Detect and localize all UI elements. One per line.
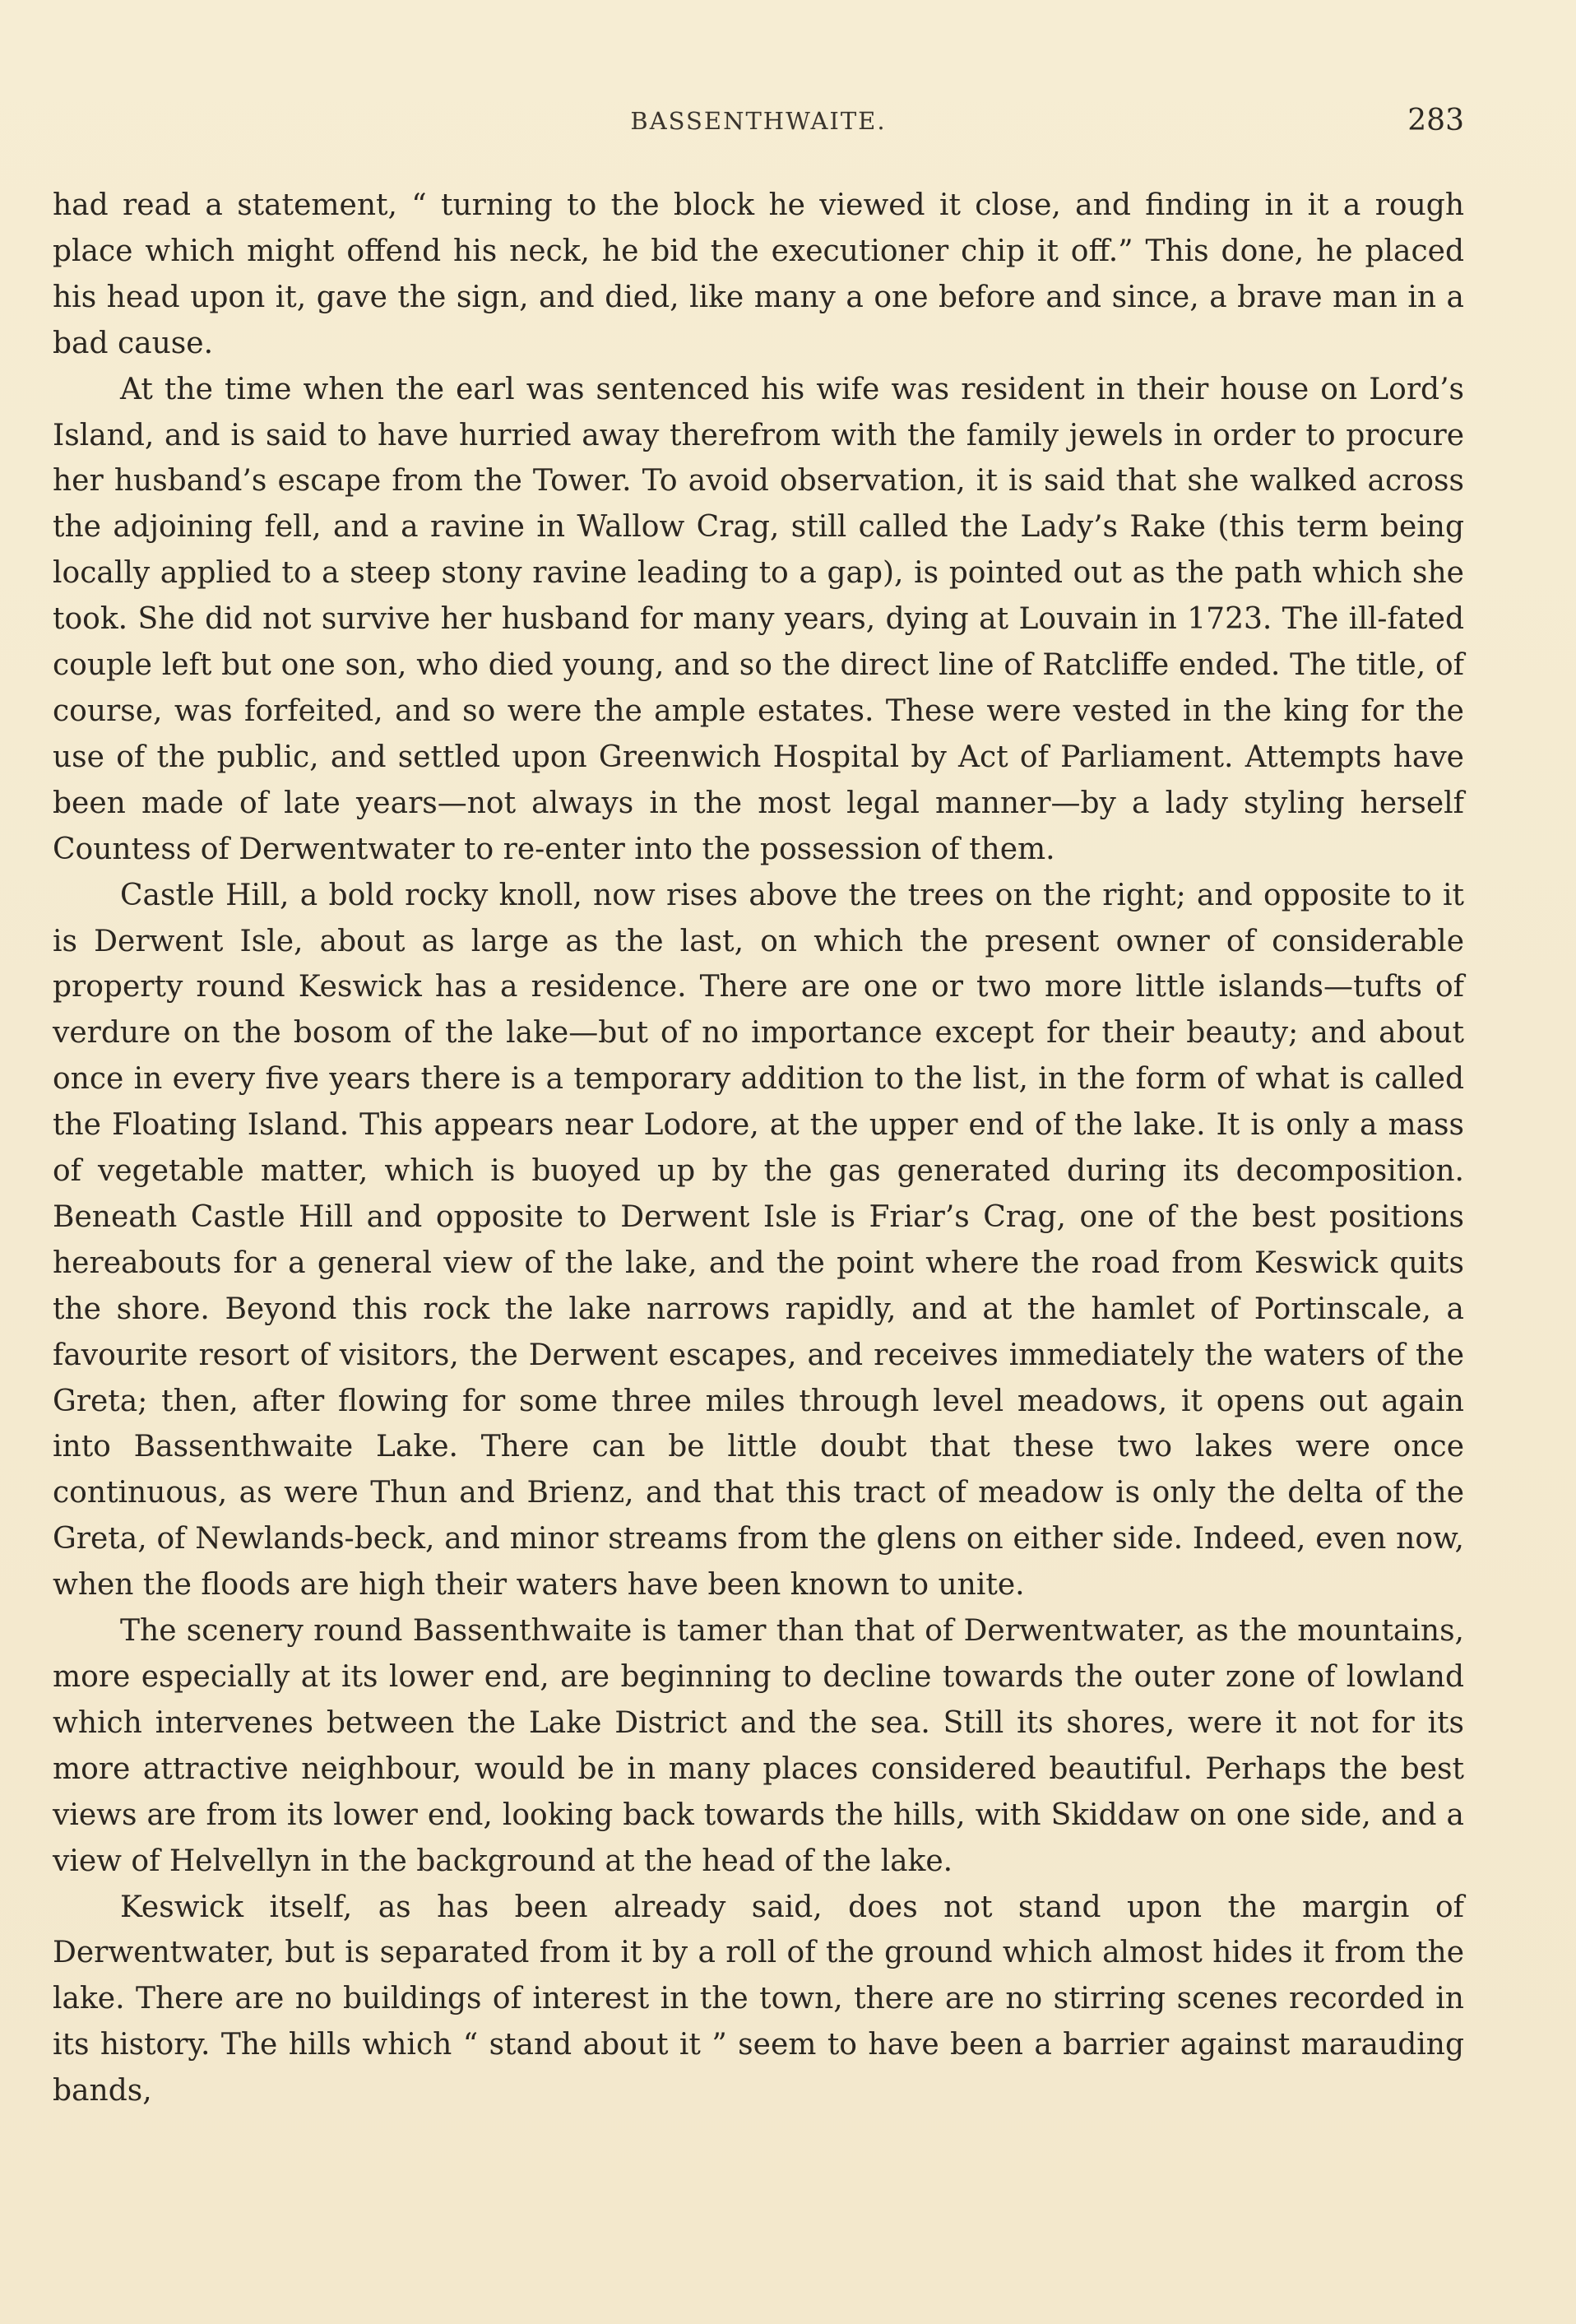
page-header — [53, 97, 1464, 146]
paragraph-earl-wife: At the time when the earl was sentenced his wife was resident in their house on Lord’s Island, and is said to have hurried away therefrom with the family jewels in order to procure her husband’s escape from the Tower. To avoid observation, it is said that she walked across the adjoining fell, and a ravine in Wallow Crag, still called the Lady’s Rake (this term being locally applied to a steep stony ravine leading to a gap), is pointed out as the path which she took. She did not survive her husband for many years, dying at Louvain in 1723. The ill-fated couple left but one son, who died young, and so the direct line of Ratcliffe ended. The title, of course, was forfeited, and so were the ample estates. These were vested in the king for the use of the public, and settled upon Greenwich Hospital by Act of Parliament. Attempts have been made of late years—not always in the most legal manner—by a lady styling herself Countess of Derwentwater to re-enter into the possession of them. — [53, 372, 1464, 866]
page-number: 283 — [1407, 104, 1464, 137]
paragraph-continuation: had read a statement, “ turning to the block he viewed it close, and finding in it a rough place which might offend his neck, he bid the executioner chip it off.” This done, he placed his head upon it, gave the sign, and died, like many a one before and since, a brave man in a bad cause. — [53, 188, 1464, 360]
running-title: BASSENTHWAITE. — [630, 107, 887, 135]
paragraph-bassenthwaite-scenery: The scenery round Bassenthwaite is tamer than that of Derwentwater, as the mountains, more especially at its lower end, are beginning to decline towards the outer zone of lowland which intervenes between the Lake District and the sea. Still its shores, were it not for its more attractive neighbour, would be in many places considered beautiful. Perhaps the best views are from its lower end, looking back towards the hills, with Skiddaw on one side, and a view of Helvellyn in the background at the head of the lake. — [53, 1614, 1464, 1878]
body-text — [53, 183, 1464, 2114]
paragraph-keswick: Keswick itself, as has been already said, does not stand upon the margin of Derwentwater, but is separated from it by a roll of the ground which almost hides it from the lake. There are no buildings of interest in the town, there are no stirring scenes recorded in its history. The hills which “ stand about it ” seem to have been a barrier against marauding bands, — [53, 1890, 1464, 2108]
paragraph-castle-hill: Castle Hill, a bold rocky knoll, now rises above the trees on the right; and opposite to it is Derwent Isle, about as large as the last, on which the present owner of considerable property round Keswick has a residence. There are one or two more little islands—tufts of verdure on the bosom of the lake—but of no importance except for their beauty; and about once in every five years there is a temporary addition to the list, in the form of what is called the Floating Island. This appears near Lodore, at the upper end of the lake. It is only a mass of vegetable matter, which is buoyed up by the gas generated during its decomposition. Beneath Castle Hill and opposite to Derwent Isle is Friar’s Crag, one of the best positions hereabouts for a general view of the lake, and the point where the road from Keswick quits the shore. Beyond this rock the lake narrows rapidly, and at the hamlet of Portinscale, a favourite resort of visitors, the Derwent escapes, and receives immediately the waters of the Greta; then, after flowing for some three miles through level meadows, it opens out again into Bassenthwaite Lake. There can be little doubt that these two lakes were once continuous, as were Thun and Brienz, and that this tract of meadow is only the delta of the Greta, of Newlands-beck, and minor streams from the glens on either side. Indeed, even now, when the floods are high their waters have been known to unite. — [53, 878, 1464, 1603]
